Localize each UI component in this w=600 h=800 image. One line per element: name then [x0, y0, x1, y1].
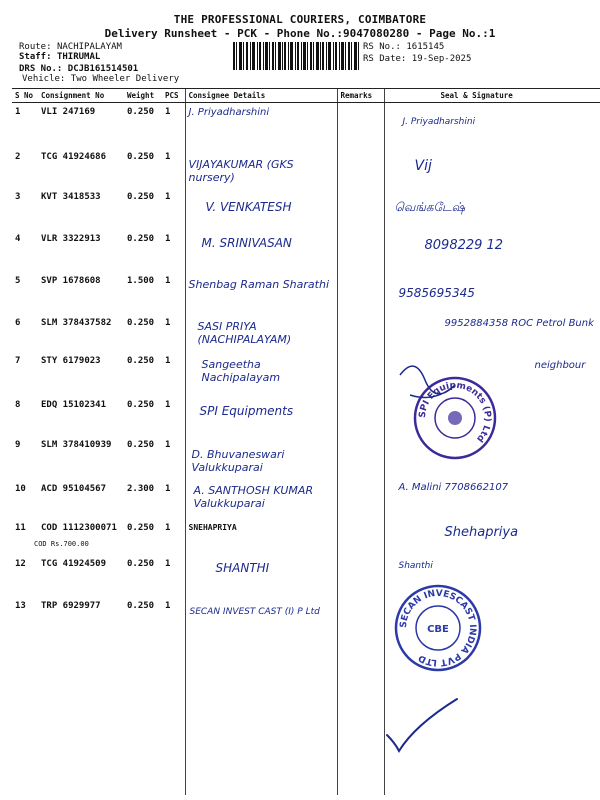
- row-remarks: [337, 272, 384, 314]
- row-remarks: [337, 597, 384, 645]
- row-remarks: [337, 519, 384, 555]
- row-pcs: 1: [165, 600, 171, 611]
- row-pcs: 1: [165, 522, 171, 533]
- row-remarks: [337, 555, 384, 597]
- row-consignee: Sangeetha Nachipalayam: [185, 352, 337, 396]
- seal2-text: SECAN INVESCAST INDIA PVT LTD: [398, 588, 478, 668]
- row-consignment: STY 6179023: [41, 355, 101, 366]
- row-sno: 7: [15, 355, 21, 366]
- row-pcs: 1: [165, 399, 171, 410]
- row-signature: Shehapriya: [384, 519, 600, 555]
- row-pcs: 1: [165, 151, 171, 162]
- row-signature: வெங்கடேஷ்: [384, 188, 600, 230]
- row-signature: J. Priyadharshini: [384, 103, 600, 148]
- row-weight: 0.250: [127, 191, 155, 202]
- row-consignee: A. SANTHOSH KUMAR Valukkuparai: [185, 480, 337, 519]
- row-pcs: 1: [165, 233, 171, 244]
- check-mark-icon: [385, 695, 465, 755]
- table-row-empty: [12, 645, 600, 795]
- runsheet-subtitle: Delivery Runsheet - PCK - Phone No.:9047080280 - Page No.:1: [104, 27, 496, 40]
- row-consignment: SLM 378437582: [41, 317, 112, 328]
- row-weight: 0.250: [127, 522, 155, 533]
- company-title: THE PROFESSIONAL COURIERS, COIMBATORE: [173, 13, 427, 26]
- row-consignee: D. Bhuvaneswari Valukkuparai: [185, 436, 337, 480]
- row-sno: 13: [15, 600, 26, 611]
- row-consignment: VLI 247169: [41, 107, 96, 117]
- row-weight: 1.500: [127, 275, 155, 286]
- row-weight: 0.250: [127, 233, 155, 244]
- row-signature: Vij: [384, 148, 600, 188]
- table-row: [12, 148, 600, 188]
- row-sno: 6: [15, 317, 21, 328]
- row-consignee: VIJAYAKUMAR (GKS nursery): [185, 148, 337, 188]
- seal2-center: CBE: [427, 624, 449, 635]
- staff-value: THIRUMAL: [56, 52, 101, 62]
- col-remarks: Remarks: [337, 89, 384, 103]
- row-remarks: [337, 188, 384, 230]
- cod-amount: COD Rs.700.00: [34, 539, 89, 548]
- row-consignee: SNEHAPRIYA: [185, 519, 337, 555]
- row-weight: 0.250: [127, 107, 155, 117]
- row-sno: 3: [15, 191, 21, 202]
- table-row: [12, 272, 600, 314]
- rs-date-line: RS Date: 19-Sep-2025: [363, 54, 472, 64]
- row-consignee: M. SRINIVASAN: [185, 230, 337, 272]
- row-pcs: 1: [165, 483, 171, 494]
- rs-date-value: 19-Sep-2025: [411, 54, 472, 64]
- row-consignment-number: COD 1112300071: [41, 522, 117, 533]
- row-remarks: [337, 103, 384, 148]
- table-row: [12, 188, 600, 230]
- table-row: [12, 230, 600, 272]
- row-sno: 4: [15, 233, 21, 244]
- table-row: [12, 352, 600, 396]
- row-consignment: KVT 3418533: [41, 191, 101, 202]
- staff-line: Staff: THIRUMAL: [19, 52, 101, 62]
- seal1-text: SPI Equipments (P) Ltd: [417, 380, 493, 444]
- table-row: [12, 555, 600, 597]
- row-sno: 9: [15, 439, 21, 450]
- vehicle-value: Two Wheeler Delivery: [70, 74, 180, 84]
- row-signature: neighbour: [384, 352, 600, 396]
- row-consignee: SPI Equipments: [185, 396, 337, 436]
- row-weight: 0.250: [127, 558, 155, 569]
- row-consignee: SHANTHI: [185, 555, 337, 597]
- row-sno: 10: [15, 483, 26, 494]
- row-pcs: 1: [165, 275, 171, 286]
- row-remarks: [337, 396, 384, 436]
- row-consignment: VLR 3322913: [41, 233, 101, 244]
- table-row: [12, 314, 600, 352]
- row-consignee: SASI PRIYA (NACHIPALAYAM): [185, 314, 337, 352]
- table-header-row: [12, 89, 600, 103]
- row-consignment: SLM 378410939: [41, 439, 112, 450]
- route-value: NACHIPALAYAM: [56, 42, 122, 52]
- col-pcs: PCS: [162, 89, 185, 103]
- rs-no-line: RS No.: 1615145: [363, 42, 445, 52]
- row-consignment: TCG 41924686: [41, 151, 107, 162]
- row-consignment: ACD 95104567: [41, 483, 107, 494]
- row-sno: 1: [15, 107, 21, 117]
- vehicle-line: Vehicle: Two Wheeler Delivery: [22, 74, 180, 84]
- row-consignee: SECAN INVEST CAST (I) P Ltd: [185, 597, 337, 645]
- row-pcs: 1: [165, 355, 171, 366]
- table-row: [12, 103, 600, 148]
- col-weight: Weight: [124, 89, 162, 103]
- row-remarks: [337, 436, 384, 480]
- col-consignment: Consignment No: [38, 89, 124, 103]
- barcode-image: [233, 42, 359, 70]
- table-row: [12, 436, 600, 480]
- row-weight: 0.250: [127, 399, 155, 410]
- row-pcs: 1: [165, 439, 171, 450]
- row-consignment: TRP 6929977: [41, 600, 101, 611]
- secan-seal-stamp: [393, 583, 483, 673]
- row-consignee: V. VENKATESH: [185, 188, 337, 230]
- row-pcs: 1: [165, 107, 171, 117]
- row-pcs: 1: [165, 317, 171, 328]
- row-consignee: J. Priyadharshini: [185, 103, 337, 148]
- row-pcs: 1: [165, 191, 171, 202]
- row-sno: 8: [15, 399, 21, 410]
- rs-no-value: 1615145: [406, 42, 445, 52]
- table-row: [12, 519, 600, 555]
- row-signature: 9952884358 ROC Petrol Bunk: [384, 314, 600, 352]
- row-signature: 8098229 12: [384, 230, 600, 272]
- row-weight: 0.250: [127, 439, 155, 450]
- route-line: Route: NACHIPALAYAM: [19, 42, 122, 52]
- drs-value: DCJB161514501: [67, 64, 139, 74]
- col-signature: Seal & Signature: [384, 89, 600, 103]
- row-remarks: [337, 148, 384, 188]
- row-consignment: EDQ 15102341: [41, 399, 107, 410]
- row-pcs: 1: [165, 558, 171, 569]
- row-sno: 12: [15, 558, 26, 569]
- row-consignment: SVP 1678608: [41, 275, 101, 286]
- row-signature: A. Malini 7708662107: [384, 480, 600, 519]
- row-remarks: [337, 230, 384, 272]
- row-remarks: [337, 480, 384, 519]
- row-weight: 0.250: [127, 600, 155, 611]
- row-remarks: [337, 314, 384, 352]
- row-remarks: [337, 352, 384, 396]
- row-sno: 5: [15, 275, 21, 286]
- col-sno: S No: [12, 89, 38, 103]
- row-weight: 0.250: [127, 355, 155, 366]
- row-sno: 2: [15, 151, 21, 162]
- drs-line: DRS No.: DCJB161514501: [19, 64, 139, 74]
- signature-scribble: [395, 355, 465, 405]
- table-row: [12, 480, 600, 519]
- row-consignee: Shenbag Raman Sharathi: [185, 272, 337, 314]
- row-signature: Shanthi: [384, 555, 600, 597]
- table-row: [12, 597, 600, 645]
- row-weight: 2.300: [127, 483, 155, 494]
- row-consignment: [34, 519, 124, 555]
- row-signature: 9585695345: [384, 272, 600, 314]
- table-row: [12, 396, 600, 436]
- row-weight: 0.250: [127, 151, 155, 162]
- row-consignment: TCG 41924509: [41, 558, 107, 569]
- row-weight: 0.250: [127, 317, 155, 328]
- runsheet-table: [12, 88, 600, 795]
- row-sno: 11: [15, 522, 26, 533]
- col-consignee: Consignee Details: [185, 89, 337, 103]
